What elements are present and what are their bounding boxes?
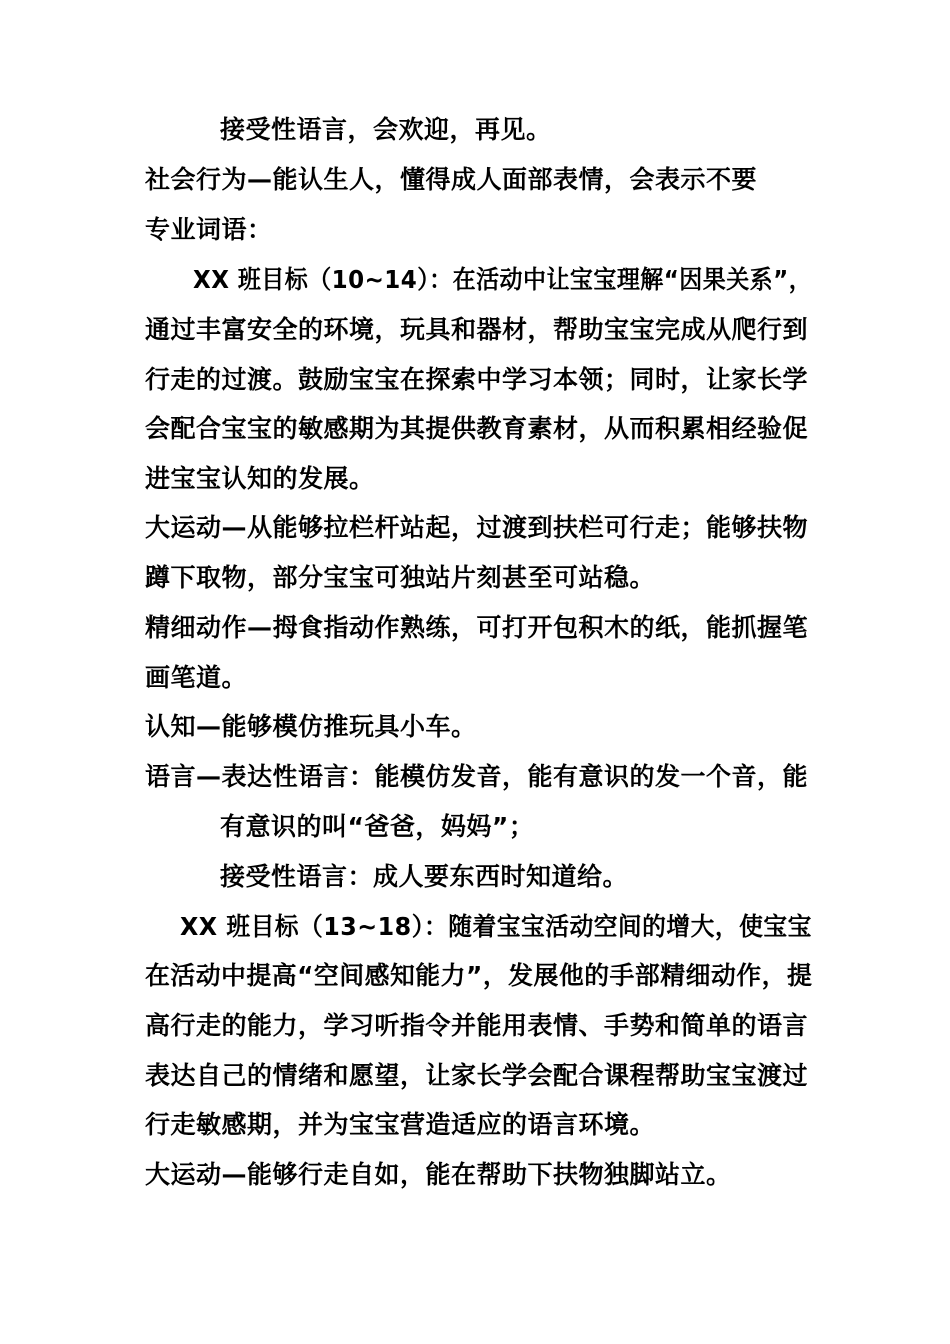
text-line: 认知—能够模仿推玩具小车。 bbox=[145, 712, 477, 741]
text-line: 有意识的叫“爸爸，妈妈”； bbox=[220, 812, 535, 841]
text-line: 行走敏感期，并为宝宝营造适应的语言环境。 bbox=[145, 1110, 656, 1139]
text-line: 会配合宝宝的敏感期为其提供教育素材，从而积累相经验促 bbox=[145, 414, 809, 443]
text-line: XX 班目标（13~18）：随着宝宝活动空间的增大，使宝宝 bbox=[180, 912, 812, 941]
text-line: 表达自己的情绪和愿望，让家长学会配合课程帮助宝宝渡过 bbox=[145, 1061, 809, 1090]
text-line: 画笔道。 bbox=[145, 663, 248, 692]
text-line: 语言—表达性语言：能模仿发音，能有意识的发一个音，能 bbox=[145, 762, 809, 791]
text-line: 通过丰富安全的环境，玩具和器材，帮助宝宝完成从爬行到 bbox=[145, 315, 809, 344]
text-line: 接受性语言：成人要东西时知道给。 bbox=[220, 862, 629, 891]
text-line: 行走的过渡。鼓励宝宝在探索中学习本领；同时，让家长学 bbox=[145, 365, 809, 394]
text-line: 接受性语言，会欢迎，再见。 bbox=[220, 115, 552, 144]
text-line: 大运动—从能够拉栏杆站起，过渡到扶栏可行走；能够扶物 bbox=[145, 513, 809, 542]
text-line: 蹲下取物，部分宝宝可独站片刻甚至可站稳。 bbox=[145, 563, 656, 592]
text-line: 在活动中提高“空间感知能力”，发展他的手部精细动作，提 bbox=[145, 961, 813, 990]
text-line: XX 班目标（10~14）：在活动中让宝宝理解“因果关系”， bbox=[193, 265, 813, 294]
text-line: 进宝宝认知的发展。 bbox=[145, 464, 375, 493]
text-line: 精细动作—拇食指动作熟练，可打开包积木的纸，能抓握笔 bbox=[145, 613, 809, 642]
text-line: 社会行为—能认生人，懂得成人面部表情，会表示不要 bbox=[145, 165, 758, 194]
text-line: 高行走的能力，学习听指令并能用表情、手势和简单的语言 bbox=[145, 1011, 809, 1040]
text-line: 专业词语： bbox=[145, 215, 273, 244]
text-line: 大运动—能够行走自如，能在帮助下扶物独脚站立。 bbox=[145, 1160, 732, 1189]
